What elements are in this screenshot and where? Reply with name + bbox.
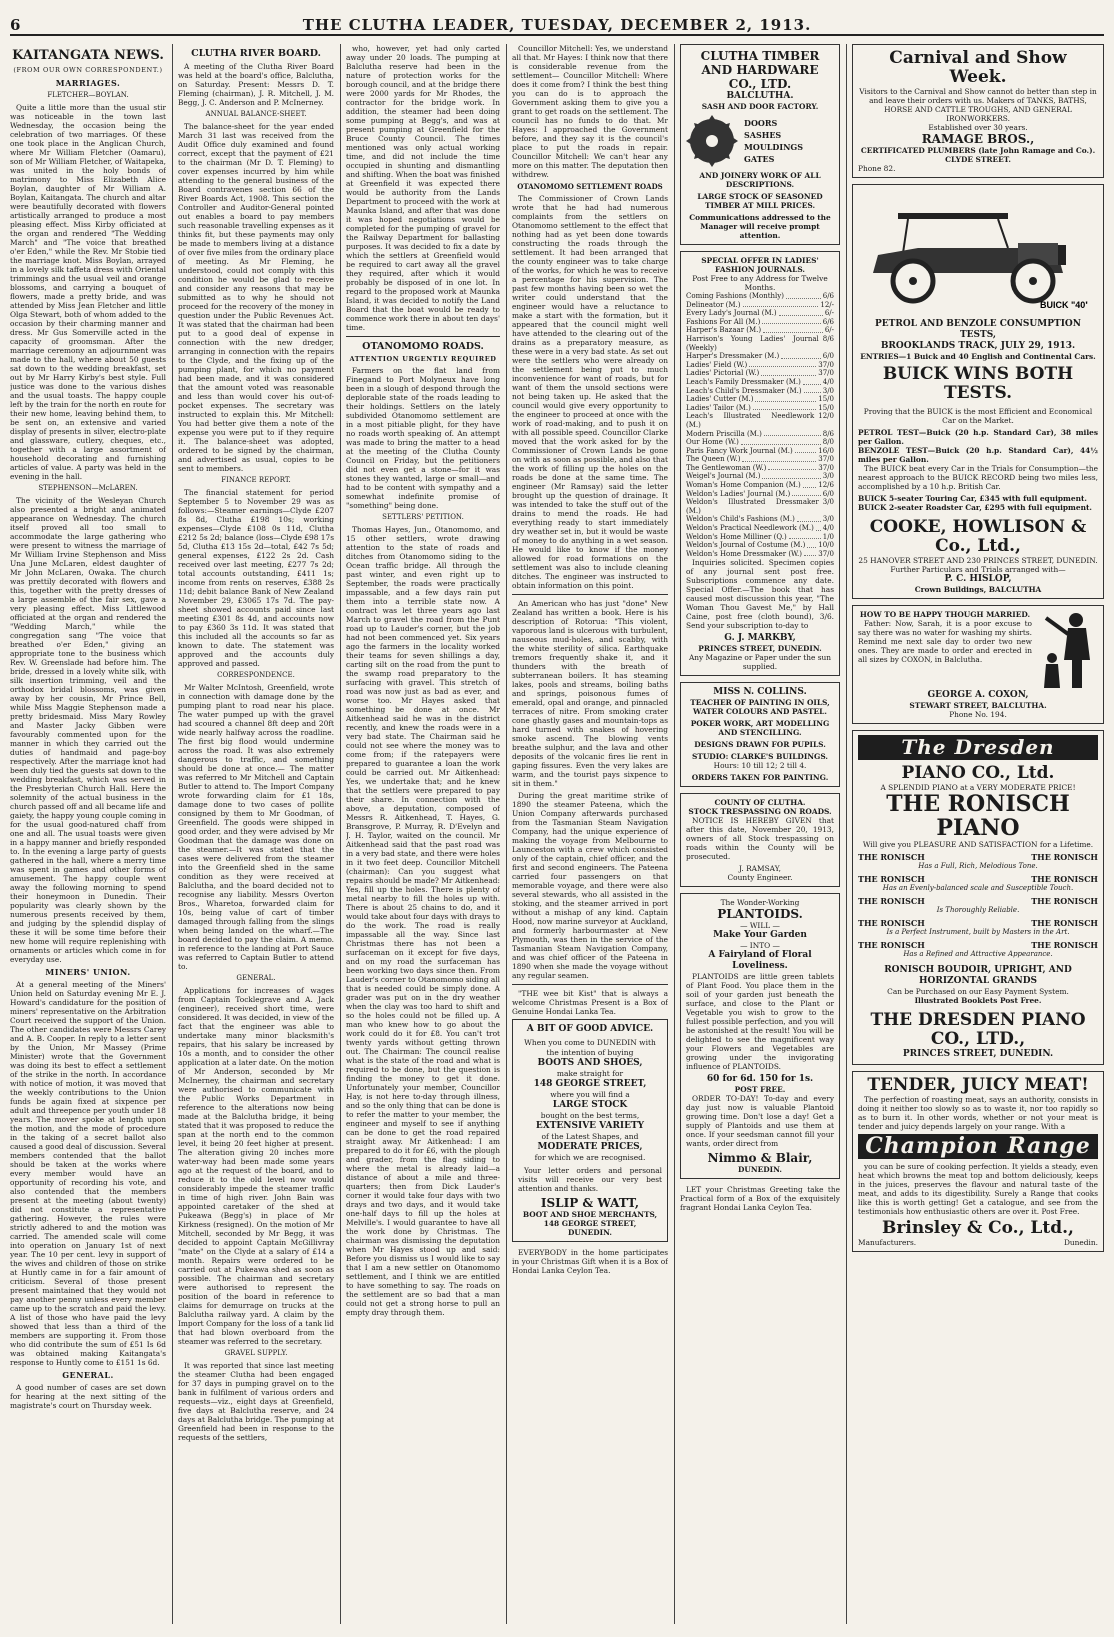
column-clutha-river-board [178, 44, 334, 1624]
advice-line: of the Latest Shapes, and [541, 1132, 639, 1141]
timber-city: BALCLUTHA. [726, 91, 794, 101]
journal-title: Weldon's Ladies' Journal (M.) [686, 489, 791, 498]
dresden-company: THE DRESDEN PIANO CO., LTD., [870, 1010, 1086, 1049]
advice-line: EXTENSIVE VARIETY [535, 1121, 645, 1131]
pateena-article: During the great maritime strike of 1890 the steamer Pateena, which the Union Company afterwards purchased from the Tasmanian Steam Navigation Company, had the unique experience of making the voyage from Melbourne to Launceston with a crew which consisted only of the captain, chief officer, and the first and second engineers. The Pateena carried four passengers on that memorable voyage, and there were also several stewards, who all assisted in the stoking, and the steamer arrived in port without a mishap of any kind. Captain Hood, now marine surveyor at Auckland, and formerly harbourmaster at New Plymouth, was then in the service of the Tasmanian Steam Navigation Company, and was chief officer of the Pateena in 1890 when she made the voyage without any regular seamen. [512, 791, 668, 980]
timber-heading: CLUTHA TIMBER AND HARDWARE CO., LTD. [700, 49, 820, 91]
journal-title: Woman's Home Companion (M.) [686, 481, 801, 490]
journal-row [686, 326, 834, 335]
timber-item: DOORS [744, 118, 778, 128]
offer-heading: SPECIAL OFFER IN LADIES' FASHION JOURNALS. [701, 256, 819, 274]
journal-price: 37/0 [818, 360, 834, 369]
petition-article: Thomas Hayes, Jun., Otanomomo, and 15 other settlers, wrote drawing attention to the state of roads and ditches from Otanomomo siding to the Ocean traffic bridge. All through the past winter, and even right up to September, the roads were practically impassable, and a few days rain put them into a terrible state now. A contract was let three years ago last March to gravel the road from the Punt road up to Lauder's corner, but the job had not been commenced yet. Six years ago the farmers in the locality worked their teams for seven shillings a day, carting silt on the road from the punt to the swamp road preparatory to the surfacing with gravel. This stretch of road was now just as bad as ever, and worse too. Mr Hayes asked that something be done at once. Mr Aitkenhead said he was in the district recently, and knew the roads were in a very bad state. The Chairman said he could not see where the money was to come from; if the ratepayers were prepared to guarantee a loan the work could be carried out. Mr Aitkenhead: Yes, we undertake that; and he knew that the settlers were prepared to pay their share. In connection with the above, a deputation, composed of Messrs R. Aitkenhead, T. Hayes, G. Bransgrove, P. Murray, R. D'Evelyn and J. H. Taylor, waited on the council. Mr Aitkenhead said that the past road was in a very bad state, and there were holes in it two feet deep. Councillor Mitchell (chairman): Can you suggest what repairs should be made? Mr Aitkenhead: Yes, fill up the holes. There is plenty of metal nearby to fill the holes up with. There is about 25 chains to do, and it would take about four days with drays to do the work. The road is really impassable all the way. Since last Christmas there has not been a surfaceman on it except for five days, and on my road the surfaceman has been working two days since then. From Lauder's corner to Otanomomo siding all that is needed could be simply done. A grader was put on in the dry weather when the clay was too hard to shift and so the holes could not be filled up. A man who knew how to go about the work could do it for £8. You can't trot twenty yards without getting thrown out. The Chairman: The council realise what is the state of the road and what is required to be done, but the question is finding the money to get it done. Unfortunately your member, Councillor Hay, is not here to-day through illness, and so the only thing that can be done is to refer the matter to your member, the engineer and myself to see if anything can be done to get the road repaired straight away. Mr Aitkenhead: I am prepared to do it for £6, with the plough and grader, from the flag siding to where the metal is already laid—a distance of about a mile and three-quarters; then from Dick Lauder's corner it would take four days with two drays and two days, and it would take one-half days to fill up the holes at Melville's. I would guarantee to have all the work done by Christmas. The chairman was dismissing the deputation when Mr Hayes stood up and said: Before you dismiss us I would like to say that I am a new settler on Otanomomo settlement, and I think we are entitled to have something to say. The roads on the settlement are so bad that a man could not get a strong horse to pull an empty dray through them. [346, 525, 500, 1317]
marriages-heading: MARRIAGES. [55, 78, 121, 88]
ronisch-feature: Has an Evenly-balanced scale and Susceptible Touch. [882, 884, 1074, 892]
journal-title: The Queen (W.) [686, 455, 741, 464]
journal-row [686, 309, 834, 318]
journal-price: 6/0 [822, 489, 834, 498]
newspaper-title: THE CLUTHA LEADER, TUESDAY, DECEMBER 2, 1913. [302, 16, 812, 34]
advice-line: bought on the best terms, [540, 1111, 640, 1120]
journal-price: 37/0 [818, 463, 834, 472]
petrol-heading: PETROL AND BENZOLE CONSUMPTION TESTS, [875, 319, 1081, 340]
journal-title: Paris Fancy Work Journal (M.) [686, 446, 793, 455]
ronisch-label: THE RONISCH [1031, 874, 1098, 884]
collins-name: MISS N. COLLINS. [713, 687, 807, 698]
otanomomo-heading: OTANOMOMO ROADS. [362, 341, 484, 352]
journal-title: Ladies' Cutter (M.) [686, 395, 754, 404]
hislop-name: P. C. HISLOP, [944, 574, 1012, 584]
county-signature: J. RAMSAY, [739, 864, 781, 874]
column-otanomomo-roads [346, 44, 500, 1624]
otanomomo-article: Farmers on the flat land from Finegand to Port Molyneux have long been in a slough of despond through the deplorable state of the roads leading to their holdings. Settlers on the lately subdivided Otanomomo settlement are in a most pitiable plight, for they have no roads worth speaking of. An attempt was made to bring the matter to a head at the meeting of the Clutha County Council on Friday, but the petitioners did not even get a stone—for it was stones they wanted, large or small—and had to be content with sympathy and a somewhat indefinite promise of "something" being done. [346, 366, 500, 510]
markby-name: G. J. MARKBY, [724, 633, 796, 644]
ramage-bros-ad [852, 44, 1104, 178]
journal-row [686, 318, 834, 327]
column-kaitangata-news [10, 44, 166, 1624]
petition-heading: SETTLERS' PETITION. [382, 513, 464, 521]
gravel-supply-heading: GRAVEL SUPPLY. [224, 1349, 288, 1357]
journal-price: 6/0 [822, 352, 834, 361]
journal-price: 10/0 [818, 541, 834, 550]
journal-list [686, 292, 834, 558]
collins-line: DESIGNS DRAWN FOR PUPILS. [694, 740, 826, 750]
plantoids-into: — INTO — [740, 941, 780, 951]
ronisch-label: THE RONISCH [858, 940, 925, 950]
ronisch-piano-title: THE RONISCH PIANO [886, 791, 1070, 841]
journal-title: Harper's Dressmaker (M.) [686, 352, 780, 361]
coxon-phone: Phone No. 194. [949, 710, 1007, 719]
cooke-further: Further Particulars and Trials arranged with— [890, 565, 1066, 574]
county-notice-text: NOTICE IS HEREBY GIVEN that after this date, November 20, 1913, owners of all Stock trespassing on roads within the County will be prosecuted. [686, 816, 834, 862]
brinsley-name: Brinsley & Co., Ltd., [882, 1218, 1074, 1238]
county-heading: COUNTY OF CLUTHA. [714, 798, 806, 808]
advice-line: 148 GEORGE STREET, [533, 1079, 647, 1089]
journal-title: Every Lady's Journal (M.) [686, 309, 777, 318]
brinsley-city: Dunedin. [1063, 1238, 1098, 1247]
ronisch-give: Will give you PLEASURE AND SATISFACTION for a Lifetime. [862, 840, 1094, 849]
petrol-entries: ENTRIES—1 Buick and 40 English and Continental Cars. [860, 352, 1096, 361]
advice-line: the intention of buying [546, 1048, 634, 1057]
journal-title: Ladies' Field (W.) [686, 360, 748, 369]
journal-price: 12/0 [818, 412, 834, 421]
journal-price: 3/0 [822, 472, 834, 481]
plantoids-post: POST FREE. [734, 1085, 786, 1095]
journal-title: Modern Priscilla (M.) [686, 429, 762, 438]
journal-row [686, 369, 834, 378]
journal-row [686, 464, 834, 473]
journal-price: 3/0 [822, 498, 834, 507]
buick-benzole-test: BENZOLE TEST—Buick (20 h.p. Standard Car), 44½ miles per Gallon. [858, 446, 1098, 464]
plantoids-ad [680, 893, 840, 1179]
champion-text: you can be sure of cooking perfection. It yields a steady, even heat which browns the meat top and bottom deliciously, keeps in the juices, preserves the flavour and natural taste of the meat, and adds to its digestibility. Surely a Range that cooks like this is worth getting! Get a catalogue, and see from the testimonials how enthusiastic others are over it. Post Free. [858, 1162, 1098, 1216]
journal-price: 37/0 [818, 369, 834, 378]
journal-title: Fashions For All (M.) [686, 317, 761, 326]
circular-saw-icon [686, 115, 738, 167]
markby-journals-ad [680, 251, 840, 676]
ronisch-feature: Is a Perfect Instrument, built by Masters in the Art. [886, 928, 1070, 936]
journal-row [686, 430, 834, 439]
journal-price: 15/0 [818, 395, 834, 404]
journal-row [686, 524, 834, 533]
kaitangata-heading: KAITANGATA NEWS. [12, 48, 164, 63]
ronisch-label: THE RONISCH [1031, 896, 1098, 906]
stephenson-article: The vicinity of the Wesleyan Church also presented a bright and animated appearance on Wednesday. The church itself proved all too small to accommodate the large gathering who were present to witness the marriage of Mr William Irvine Stephenson and Miss Una June McLaren, eldest daughter of Mr John McLaren, Owaka. The church was prettily decorated with flowers and this, together with the pretty dresses of a large assemble of the fair sex, gave a very pleasing effect. Miss Littlewood officiated at the organ and rendered the "Wedding March," while the congregation sang "The voice that breathed o'er Eden," giving an appropriate tone to the business which Rev. W. Greenslade had before him. The bride, dressed in a lovely white silk, with silk insertion trimming, veil and the orthodox bridal blossoms, was given away by her cousin, Mr Prince Bell, while Miss Maggie Stephenson made a pretty bridesmaid. Miss Mary Rowley and Master Jacky Gibben were favourably commented upon for the manner in which they carried out the duties of handmaid and page-boy respectively. After the marriage knot had been duly tied the guests sat down to the wedding breakfast, which was served in the Presbyterian Church Hall. Here the solemnity of the actual business in the church passed off and all became life and gaiety, the happy young couple coming in for the usual good-natured chaff from one and all. The usual toasts were given in a happy manner and briefly responded to. In the evening a large party of guests gathered in the hall, where a merry time was spent in games and other forms of amusement. The happy couple went away the following morning to spend their honeymoon in Dunedin. Their popularity was clearly shown by the numerous presents received by them, and judging by the splendid display of these it will be some time before their new home will require replenishing with ornaments or articles which come in for everyday use. [10, 496, 166, 964]
journal-title: Weldon's Child's Fashions (M.) [686, 515, 795, 524]
ronisch-label: THE RONISCH [858, 918, 925, 928]
journal-row [686, 404, 834, 413]
timber-item: MOULDINGS [744, 142, 804, 152]
collins-line: Hours: 10 till 12; 2 till 4. [713, 761, 807, 771]
carnival-established: Established over 30 years. [928, 123, 1028, 132]
journal-title: Harrison's Young Ladies' Journal (Weekly) [686, 334, 819, 352]
deputation-continued: Councillor Mitchell: Yes, we understand all that. Mr Hayes: I think now that there is considerable revenue from the settlement— Councillor Mitchell: Where does it come from? I think the best thing you can do is to approach the Government asking them to give you a grant to get roads on the settlement. The council has no funds to do that. Mr Hayes: I approached the Government before, and they say it is the council's place to put the roads in repair. Councillor Mitchell: We can't hear any more on this matter. The deputation then withdrew. [512, 44, 668, 179]
islip-watt-city: DUNEDIN. [568, 1228, 612, 1237]
good-advice-heading: A BIT OF GOOD ADVICE. [526, 1024, 654, 1034]
journal-price: 12/- [820, 300, 834, 309]
nimmo-blair-city: DUNEDIN. [738, 1165, 782, 1175]
journal-row [686, 301, 834, 310]
ronisch-feature: Has a Full, Rich, Melodious Tone. [918, 862, 1038, 870]
journal-row [686, 292, 834, 301]
plantoids-heading: PLANTOIDS. [717, 907, 803, 922]
plantoids-fairyland: A Fairyland of Floral Loveliness. [708, 950, 812, 972]
islip-watt-name: ISLIP & WATT, [540, 1196, 640, 1210]
dresden-piano-ad [852, 730, 1104, 1065]
journal-row [686, 498, 834, 515]
settlement-roads-article: The Commissioner of Crown Lands wrote that he had had numerous complaints from the settlers on Otanomomo settlement to the effect that nothing had as yet been done towards constructing the roads through the settlement. It had been arranged that the county engineer was to take charge of the works, for which he was to receive a percentage for his supervision. The past few months having been so wet the writer could understand that the engineer would have a reluctance to make a start with the formation, but it appeared that the council might well have attended to the clearing out of the drains as a preparatory measure, as these were in a very bad state. As set out were the settlers who were already on the settlement being put to much inconvenience for want of roads, but for want of them the unsold sections were not being taken up. He asked that the council would give every opportunity to the engineer to proceed at once with the work of road-making, and to push it on with all possible speed. Councillor Clarke moved that the work asked for by the Commissioner of Crown Lands be gone on with as soon as possible, and also that the work of filling up the holes on the roads be done at the same time. The engineer (Mr Ramsay) said the letter brought up the question of drainage. It was intended to take the stuff out of the drains to mend the roads. He had everything ready to start immediately dry weather set in, but it would be waste of money to do anything in a wet season. He would like to know if the money allowed for road formations on the settlement was also to include cleaning ditches. The engineer was instructed to obtain information on this point. [512, 194, 668, 590]
christmas-greeting-ad: LET your Christmas Greeting take the Practical form of a Box of the exquisitely fragrant Hondai Lanka Ceylon Tea. [680, 1185, 840, 1213]
journal-row [686, 541, 834, 550]
dresden-address: PRINCES STREET, DUNEDIN. [902, 1049, 1054, 1059]
plantoids-order: ORDER TO-DAY! To-day and every day just now is valuable Plantoid growing time. Don't lose a day! Get a supply of Plantoids and use them at once. If your seedsman cannot fill your wants, order direct from [686, 1094, 834, 1149]
journal-price: 8/6 [822, 334, 834, 343]
journal-price: 37/0 [818, 455, 834, 464]
timber-communications: Communications addressed to the Manager will receive prompt attention. [689, 213, 831, 240]
buick-ad [852, 184, 1104, 599]
coxon-address: STEWART STREET, BALCLUTHA. [909, 701, 1047, 710]
carnival-text: Visitors to the Carnival and Show cannot do better than step in and leave their orders with us. Makers of TANKS, BATHS, HORSE AND CATTLE TROUGHS, AND GENERAL IRONWORKERS. [859, 87, 1097, 123]
miners-union-article: At a general meeting of the Miners' Union held on Saturday evening Mr E. J. Howard's candidature for the position of miners' representative on the Arbitration Court received the support of the Union. The other candidates were Messrs Carey and A. B. Cooper. In reply to a letter sent by the Union, Mr Massey (Prime Minister) wrote that the Government was doing its best to effect a settlement of the strike in the north. In accordance with notice of motion, it was moved that the weekly contributions to the Union funds be again fixed at sixpence per adult and threepence per youth under 18 years. The mover spoke at length upon the motion, and the mode of procedure in the taking of a secret ballot also caused a good deal of discussion. Several members contended that the ballot should be taken at the works where every member would have an opportunity of recording his vote, and also contended that the members present at the meeting (about twenty) did not constitute a representative gathering. However, the rules were strictly adhered to and the motion was carried. The amended scale will come into operation on January 1st of next year. The 10 per cent. levy in support of the wives and children of those on strike at Huntly came in for a fair amount of criticism. Several of those present present maintained that they would not pay another penny unless every member came up to the scratch and paid the levy. A list of those who have paid the levy showed that less than a third of the members are supporting it. From those who did contribute the sum of £51 Is 6d was obtained making Kaitangata's response to Huntly come to £151 1s 6d. [10, 980, 166, 1367]
collins-line: POKER WORK, ART MODELLING AND STENCILLING. [690, 719, 830, 738]
buick-proving: Proving that the BUICK is the most Efficient and Economical Car on the Market. [863, 407, 1093, 425]
journal-title: Leach's Child's Dressmaker (M.) [686, 386, 802, 395]
clutha-timber-ad [680, 44, 840, 245]
timber-factory: SASH AND DOOR FACTORY. [701, 102, 819, 111]
carnival-heading: Carnival and Show Week. [889, 48, 1067, 87]
cooke-howlison-name: COOKE, HOWLISON & Co., Ltd., [869, 517, 1087, 556]
collins-line: STUDIO: CLARKE'S BUILDINGS. [692, 752, 828, 762]
ronisch-label: THE RONISCH [1031, 940, 1098, 950]
timber-stock: LARGE STOCK OF SEASONED TIMBER AT MILL PRICES. [697, 192, 823, 210]
gravel-continued: who, however, yet had only carted away under 20 loads. The pumping at Balclutha reserve had been in the nature of protection works for the borough council, and at the bridge there were 2000 yards for Mr Rhodes, the contractor for the bridge work. In addition, the steamer had been doing some pumping at Begg's, and was at present pumping at Greenfield for the Bruce County Council. The times mentioned was only actual working time, and did not include the time occupied in shunting and dismantling and shifting. When the boat was finished at Greenfield it was expected there would be authority from the Lands Department to proceed with the work at Maunka Island, and after that was done it was hoped negotiations would be completed for the pumping of gravel for the Railway Department for ballasting purposes. It was decided to fix a date by which the settlers at Greenfield would be required to cart away all the gravel they required, after which it would probably be disposed of in one lot. In regard to the proposed work at Maunka Island, it was decided to notify the Land Board that the boat would be ready to commence work there in about ten days' time. [346, 44, 500, 332]
journal-title: Weigel's Journal (M.) [686, 472, 761, 481]
ronisch-label: THE RONISCH [1031, 852, 1098, 862]
plantoids-make: Make Your Garden [713, 930, 807, 941]
miners-union-heading: MINERS' UNION. [45, 967, 131, 977]
correspondence-article: Mr Walter McIntosh, Greenfield, wrote in connection with damage done by the pumping plant to road near his place. The water pumped up with the gravel had scoured a channel 8ft deep and 20ft wide nearly halfway across the roadline. The first big flood would undermine across the road. It was also extremely dangerous to traffic, and something should be done at once.— The matter was referred to Mr Mitchell and Captain Butler to attend to. The Import Company wrote forwarding claim for £1 18s, damage done to two cases of pollite consigned by them to Mr Goodman, of Greenfield. The goods were shipped in good order, and they were advised by Mr Goodman that the damage was done on the steamer.—It was stated that the cases were delivered from the steamer into the Greenfield shed in the same condition as they were received at Balclutha, and the board decided not to recognise any liability. Messrs Overton Bros., Wharetoa, forwarded claim for 10s, being value of cart of timber damaged through falling from the slings when being landed on the wharf.—The board decided to pay the claim. A memo. in reference to the landing at Port Sauce was referred to Captain Butler to attend to. [178, 683, 334, 971]
journal-title: Coming Fashions (Monthly) [686, 292, 784, 300]
american-book-article: An American who has just "done" New Zealand has written a book. Here is his description of Rotorua: "This violent, vaporous land is ulcerous with turbulent, nauseous mud-holes, and scabby, with the white sterility of silica. Earthquake tremors frequently shake it, and it thunders with the breath of subterranean boilers. It has steaming lakes, pools and streams, boiling baths and springs, poisonous fumes of emerald, opal and orange, and pinnacled terraces of nitre. From smoking crater cone ghastly gases and mountain-tops as hard turned with snakes of hovering smoke ascend. The blowing vents breathe sulphur, and the lava and other deposits of the volcanic fires lie rent in gaping fissures. Even the very lakes are warm, and the tourist pays sixpence to sit in them." [512, 599, 668, 788]
journal-title: Weldon's Journal of Costume (M.) [686, 541, 806, 550]
journal-title: Harper's Bazaar (M.) [686, 326, 762, 335]
finance-article: The financial statement for period September 5 to November 29 was as follows:—Steamer earnings—Clyde £207 8s 8d, Clutha £198 10s; working expenses—Clyde £108 0s 11d, Clutha £212 5s 2d; balance (loss—Clyde £98 17s 5d, Clutha £13 15s 2d—total, £42 7s 5d; general expenses, £122 2s 2d. Cash received over last meeting, £277 7s 2d; total accounts outstanding, £411 1s; income from rents on reserves, £388 2s 11d; debit balance Bank of New Zealand November 29, £3065 17s 7d. The pay-sheet showed accounts paid since last meeting £301 8s 4d, and accounts now to pay £360 3s 11d. It was stated that this included all the accounts so far as known to date. The statement was approved and the accounts duly approved and passed. [178, 488, 334, 668]
gravel-supply-article: It was reported that since last meeting the steamer Clutha had been engaged for 37 days in pumping gravel on to the bank in fulfilment of various orders and requests—viz., eight days at Greenfield, five days at Balclutha reserve, and 24 days at Balclutha bridge. The pumping at Greenfield had been in response to the requests of the settlers, [178, 1361, 334, 1442]
journal-price: 15/0 [818, 403, 834, 412]
plantoids-price: 60 for 6d. 150 for 1s. [706, 1074, 814, 1085]
general-heading: GENERAL. [62, 1370, 114, 1380]
journal-price: 1/0 [822, 532, 834, 541]
general-article: A good number of cases are set down for hearing at the next sitting of the magistrate's court on Thursday week. [10, 1383, 166, 1410]
journal-row [686, 447, 834, 456]
journal-price: 12/6 [818, 481, 834, 490]
islip-watt-address: 148 GEORGE STREET, [543, 1219, 637, 1228]
journal-price: 3/0 [822, 386, 834, 395]
journal-title: Leach's Illustrated Needlework (M.) [686, 412, 815, 429]
markby-note: Any Magazine or Paper under the sun supplied. [688, 653, 832, 672]
plantoids-top: The Wonder-Working [720, 898, 800, 908]
river-board-heading: CLUTHA RIVER BOARD. [191, 48, 321, 59]
journal-title: The Gentlewoman (W.) [686, 463, 767, 472]
nimmo-blair-name: Nimmo & Blair, [707, 1151, 813, 1166]
booklets: Illustrated Booklets Post Free. [914, 996, 1042, 1005]
journal-row [686, 412, 834, 429]
journal-row [686, 438, 834, 447]
journal-title: Delineator (M.) [686, 300, 741, 309]
ramage-street: CLYDE STREET. [945, 155, 1011, 164]
column-rule [340, 44, 341, 1624]
hislop-address: Crown Buildings, BALCLUTHA [914, 585, 1042, 594]
islip-watt-sub: BOOT AND SHOE MERCHANTS, [522, 1210, 658, 1219]
fletcher-article: Quite a little more than the usual stir was noticeable in the town last Wednesday, the occasion being the celebration of two marriages. Of these one took place in the Anglican Church, where Mr William Fletcher (Oamaru), son of Mr William Fletcher, of Waitapeka, was united in the holy bonds of matrimony to Miss Elizabeth Alice Boylan, daughter of Mr William A. Boylan, Kaitangata. The church and altar were beautifully decorated with flowers artistically arranged to produce a most pleasing effect. Miss Kirby officiated at the organ and rendered "The Wedding March" and "The voice that breathed o'er Eden," while the Rev. Mr Stobie tied the marriage knot. Miss Boylan, arrayed in a lovely silk taffeta dress with Oriental trimmings and the usual veil and orange blossoms, and carrying a bouquet of flowers, made a pretty bride, and was attended by Miss Jean Fletcher and little Olga Stewart, both of whom added to the occasion by their charming manner and dress. Mr Gus Somerville acted in the capacity of groomsman. After the marriage ceremony an adjournment was made to the hall, where about 50 guests sat down to the wedding breakfast, set out by Mr Harry Kirby's best style. Full justice was done to the various dishes and the usual toasts. The happy couple left by the train for the north en route for their new home, leaving behind them, to be sent on, an extensive and varied display of presents in silver, electro-plate and glassware, cutlery, cheques, etc., together with a large assortment of household decorating and furnishing articles of value. A party was held in the evening in the hall. [10, 103, 166, 481]
timber-item: SASHES [744, 130, 782, 140]
journal-row [686, 455, 834, 464]
ronisch-label: THE RONISCH [1031, 918, 1098, 928]
journal-row [686, 387, 834, 396]
journal-row [686, 361, 834, 370]
river-board-intro: A meeting of the Clutha River Board was held at the board's office, Balclutha, on Saturday. Present: Messrs D. T. Fleming (chairman), J. R. Mitchell, J. M. Begg, J. C. Anderson and P. McInerney. [178, 62, 334, 107]
journal-row [686, 335, 834, 352]
advice-line: make straight for [556, 1069, 624, 1078]
balance-sheet-article: The balance-sheet for the year ended March 31 last was received from the Audit Office duly examined and found correct, except that the payment of £21 to the chairman (Mr D. T. Fleming) to cover expenses incurred by him while attending to the general business of the Board contravenes section 66 of the River Boards Act, 1908. This section the Controller and Auditor-General pointed out enables a board to pay members such reasonable travelling expenses as it thinks fit, but these payments may only be made to members living at a distance of over five miles from the ordinary place of meeting. As Mr Fleming, he understood, could not comply with this condition he would be glad to receive and consider any reasons that may be submitted as to why he should not proceed for the recovery of the money in question under the Public Revenues Act. It was stated that the chairman had been put to a good deal of expense in connection with the new dredger, arranging in connection with the repairs to the Clyde, and the fixing up of the pumping plant, for which no payment had been made, and it was considered that the amount voted was reasonable and less than would cover his out-of-pocket expenses. The secretary was instructed to explain this. Mr Mitchell: You had better give them a note of the expense you were put to if they require it. The balance-sheet was adopted, ordered to be signed by the chairman, and advertised as usual, copies to be sent to members. [178, 122, 334, 473]
fletcher-heading: FLETCHER—BOYLAN. [47, 91, 129, 99]
miss-collins-ad [680, 682, 840, 787]
journal-row [686, 378, 834, 387]
collins-line: ORDERS TAKEN FOR PAINTING. [691, 773, 829, 783]
column-rule [846, 44, 847, 1624]
buick-wins: BUICK WINS BOTH TESTS. [882, 364, 1074, 403]
column-advertisements-a [680, 44, 840, 1624]
ronisch-feature: Is Thoroughly Reliable. [936, 906, 1020, 914]
advice-line: BOOTS AND SHOES, [537, 1058, 643, 1068]
journal-price: 6/- [824, 309, 834, 318]
board-general-heading: GENERAL. [236, 974, 276, 982]
brinsley-manufacturers: Manufacturers. [858, 1238, 917, 1247]
happy-married-text: Father: Now, Sarah, it is a poor excuse to say there was no water for washing my shirts. Remind me next sale day to order two new ones. They are made to order and erected in all sizes by COXON, in Balclutha. [858, 619, 1032, 664]
journal-price: 6/6 [822, 317, 834, 326]
buick-petrol-test: PETROL TEST—Buick (20 h.p. Standard Car), 38 miles per Gallon. [858, 428, 1098, 446]
buick-car-illustration [858, 193, 1088, 313]
timber-joinery: AND JOINERY WORK OF ALL DESCRIPTIONS. [699, 171, 821, 189]
journal-price: 6/- [824, 326, 834, 335]
masthead [10, 10, 1104, 36]
journal-title: Leach's Family Dressmaker (M.) [686, 377, 801, 386]
journal-price: 8/6 [822, 429, 834, 438]
column-rule [172, 44, 173, 1624]
journal-row [686, 395, 834, 404]
journal-row [686, 515, 834, 524]
advice-footer: Your letter orders and personal visits will receive our very best attention and thanks. [518, 1166, 662, 1193]
county-role: County Engineer. [727, 873, 793, 883]
balance-sheet-heading: ANNUAL BALANCE-SHEET. [205, 110, 307, 118]
markby-address: PRINCES STREET, DUNEDIN. [698, 644, 822, 654]
wee-bit-kist-ad: "THE wee bit Kist" that is always a welcome Christmas Present is a Box of Genuine Hondai Lanka Tea. [512, 989, 668, 1016]
county-notice [680, 793, 840, 887]
column-advertisements-b [852, 44, 1104, 1624]
ronisch-label: THE RONISCH [858, 874, 925, 884]
correspondence-heading: CORRESPONDENCE. [217, 671, 295, 679]
column-rule [506, 44, 507, 1624]
journal-row [686, 533, 834, 542]
easy-payment: Can be Purchased on our Easy Payment System. [887, 987, 1069, 996]
journal-row [686, 490, 834, 499]
journal-price: 4/0 [822, 377, 834, 386]
journal-title: Weldon's Illustrated Dressmaker (M.) [686, 498, 819, 515]
ramage-phone: Phone 82. [858, 164, 896, 173]
ronisch-feature: Has a Refined and Attractive Appearance. [903, 950, 1053, 958]
islip-watt-ad [512, 1019, 668, 1242]
journal-row [686, 352, 834, 361]
otanomomo-subheading: ATTENTION URGENTLY REQUIRED [349, 355, 497, 363]
ronisch-boudoir: RONISCH BOUDOIR, UPRIGHT, AND HORIZONTAL GRANDS [884, 965, 1072, 986]
column-rule [674, 44, 675, 1624]
journal-row [686, 550, 834, 559]
stephenson-heading: STEPHENSON—McLAREN. [38, 484, 138, 492]
ronisch-label: THE RONISCH [858, 852, 925, 862]
byline: (FROM OUR OWN CORRESPONDENT.) [13, 66, 163, 74]
collins-line: TEACHER OF PAINTING IN OILS, WATER COLOURS AND PASTEL. [690, 698, 830, 717]
advice-line: LARGE STOCK [552, 1100, 628, 1110]
finance-heading: FINANCE REPORT. [221, 476, 291, 484]
plantoids-will: — WILL — [740, 921, 780, 931]
petrol-track: BROOKLANDS TRACK, JULY 29, 1913. [880, 341, 1076, 351]
journal-title: Ladies' Tailor (M.) [686, 403, 751, 412]
journal-price: 37/0 [818, 549, 834, 558]
journal-price: 3/0 [822, 515, 834, 524]
advice-line: When you come to DUNEDIN with [524, 1038, 656, 1047]
champion-range-logo: Champion Range [858, 1134, 1098, 1159]
page-number: 6 [10, 16, 21, 34]
piano-co: PIANO CO., Ltd. [901, 763, 1055, 783]
column-settlement-roads [512, 44, 668, 1624]
ramage-subheading: CERTIFICATED PLUMBERS (late John Ramage and Co.). [860, 146, 1096, 155]
family-silhouette-icon [1038, 610, 1098, 690]
cooke-address: 25 HANOVER STREET AND 230 PRINCES STREET, DUNEDIN. [858, 556, 1098, 565]
journal-title: Our Home (W.) [686, 438, 739, 447]
board-general-article: Applications for increases of wages from Captain Tocklegrave and A. Jack (engineer), received short time, were considered. It was decided, in view of the fact that the engineer was able to undertake many minor blacksmith's repairs, that his salary be increased by 10s a month, and to consider the other application at a later date. On the motion of Mr Anderson, seconded by Mr McInerney, the chairman and secretary were authorised to communicate with the Public Works Department in reference to the alterations now being made at the Balclutha bridge, it being stated that it was proposed to reduce the span at the north end to the common level, it being 20 feet higher at present. The alteration giving 20 inches more water-way had been made some years ago at the request of the board, and to reduce it to the old level now would considerably impede the steamer traffic in time of high river. John Bain was appointed caretaker of the shed at Pukeawa (Begg's) in place of Mr Kirkness (resigned). On the motion of Mr Mitchell, seconded by Mr Begg, it was decided to appoint Captain McGillivray "mate" on the Clyde at a salary of £14 a month. Repairs were ordered to be carried out at Pukeawa shed as soon as possible. The chairman and secretary were authorised to represent the position of the board in reference to claims for demurrage on trucks at the Balclutha railway yard. A claim by the Import Company for the loss of a tank lid that had blown overboard from the steamer was referred to the secretary. [178, 986, 334, 1346]
everybody-tea-ad: EVERYBODY in the home participates in your Christmas Gift when it is a Box of Hondai Lanka Ceylon Tea. [512, 1248, 668, 1275]
advice-line: MODERATE PRICES, [537, 1142, 643, 1152]
buick-record: The BUICK beat every Car in the Trials for Consumption—the nearest approach to the BUICK RECORD being two miles less, accomplished by a 10 h.p. British Car. [858, 464, 1098, 491]
journal-price: 6/6 [822, 292, 834, 300]
happy-married-heading: HOW TO BE HAPPY THOUGH MARRIED. [859, 610, 1031, 619]
journal-title: Ladies' Pictorial (W.) [686, 369, 760, 378]
county-subheading: STOCK TRESPASSING ON ROADS. [688, 807, 832, 817]
plantoids-text: PLANTOIDS are little green tablets of Plant Food. You place them in the soil of your garden just beneath the surface, and close to the Plant or Vegetable you wish to grow to the fullest possible perfection, and you will be astonished at the result! You will be delighted to see the magnificent way your Flowers and Vegetables are growing under the invigorating influence of PLANTOIDS. [686, 972, 834, 1072]
car-label: BUICK "40" [1040, 300, 1088, 310]
dresden-banner: The Dresden [858, 735, 1098, 760]
tender-text: The perfection of roasting meat, says an authority, consists in doing it neither too slowly so as to waste it, nor too rapidly so as to burn it. In other words, whether or not your meat is tender and juicy depends largely on your range. With a [858, 1095, 1098, 1131]
offer-subheading: Post Free to any Address for Twelve Months. [692, 274, 828, 292]
timber-item: GATES [744, 154, 775, 164]
advice-line: for which we are recognised. [534, 1153, 646, 1162]
ronisch-label: THE RONISCH [858, 896, 925, 906]
journal-title: Weldon's Practical Needlework (M.) [686, 524, 814, 533]
journal-price: 8/0 [822, 438, 834, 447]
settlement-roads-heading: OTANOMOMO SETTLEMENT ROADS [517, 182, 663, 191]
journal-price: 4/0 [822, 524, 834, 533]
journal-row [686, 481, 834, 490]
buick-five-seater: BUICK 5-seater Touring Car, £345 with full equipment. [858, 494, 1087, 503]
tender-heading: TENDER, JUICY MEAT! [867, 1075, 1089, 1095]
offer-footer: Inquiries solicited. Specimen copies of any journal sent post free. Subscriptions commence any date. Special Offer.—The book that has caused most discussion this year, "The Woman Thou Gavest Me," by Hall Caine, post free (cloth bound), 3/6. Send your subscription to-day to [686, 558, 834, 631]
journal-title: Weldon's Home Dressmaker (W.) [686, 549, 802, 558]
champion-range-ad [852, 1071, 1104, 1252]
journal-title: Weldon's Home Milliner (Q.) [686, 532, 787, 541]
advice-line: where you will find a [550, 1090, 630, 1099]
journal-price: 16/0 [818, 446, 834, 455]
coxon-name: GEORGE A. COXON, [927, 690, 1029, 700]
buick-two-seater: BUICK 2-seater Roadster Car, £295 with full equipment. [858, 503, 1092, 512]
ramage-name: RAMAGE BROS., [921, 132, 1035, 146]
journal-row [686, 472, 834, 481]
coxon-ad [852, 605, 1104, 724]
splendid-piano: A SPLENDID PIANO at a VERY MODERATE PRICE! [880, 783, 1076, 792]
